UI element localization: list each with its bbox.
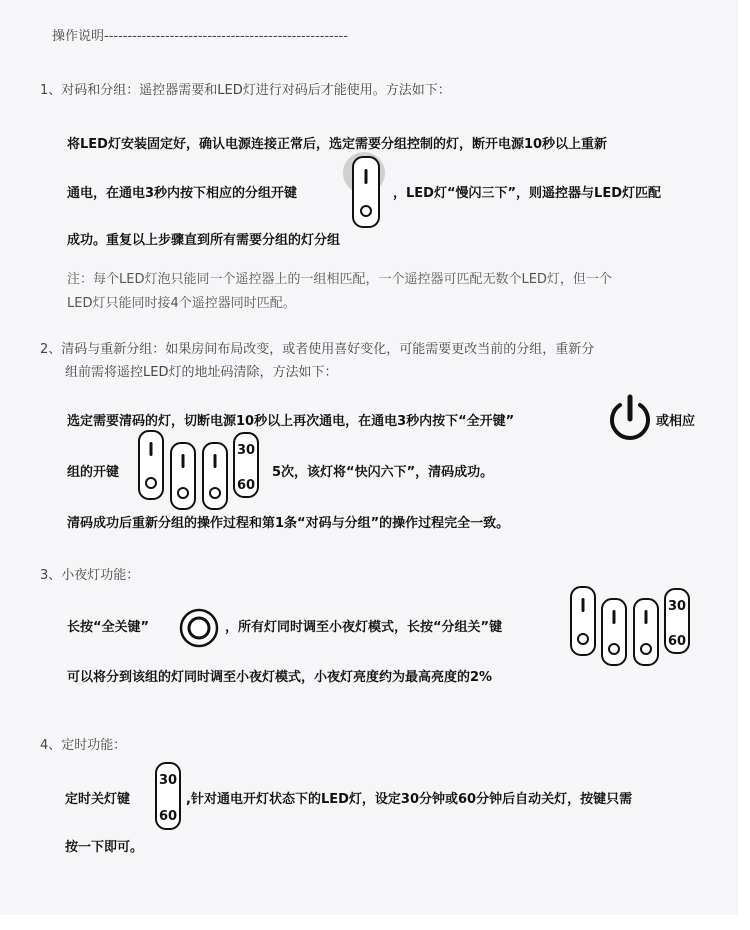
rocker-switch-icon [202, 442, 228, 510]
section1-heading: 1、对码和分组：遥控器需要和LED灯进行对码后才能使用。方法如下： [40, 83, 451, 98]
section1-line3: 成功。重复以上步骤直到所有需要分组的灯分组 [67, 233, 341, 248]
timer-30-60-icon [233, 432, 259, 498]
timer-30-60-icon [664, 588, 690, 654]
rocker-switch-icon [633, 598, 659, 666]
section2-line1b: 或相应 [656, 414, 696, 429]
rocker-switch-icon [601, 598, 627, 666]
section4-line1b: ,针对通电开灯状态下的LED灯，设定30分钟或60分钟后自动关灯，按键只需 [186, 792, 633, 807]
section1-line2b: ，LED灯“慢闪三下”，则遥控器与LED灯匹配 [393, 186, 661, 201]
section2-heading-line1: 2、清码与重新分组：如果房间布局改变，或者使用喜好变化，可能需要更改当前的分组，重新分 [40, 342, 595, 357]
rocker-switch-icon [352, 156, 380, 228]
timer-60-label: 60 [158, 809, 178, 824]
timer-30-label: 30 [667, 599, 687, 614]
page-title: 操作说明---------------------------------------------------- [52, 29, 348, 44]
timer-60-label: 60 [236, 478, 256, 493]
section2-heading-line2: 组前需将遥控LED灯的地址码清除，方法如下： [65, 365, 338, 380]
section3-line1b: ，所有灯同时调至小夜灯模式，长按“分组关”键 [225, 620, 503, 635]
section3-line2: 可以将分到该组的灯同时调至小夜灯模式，小夜灯亮度约为最高亮度的2% [67, 670, 493, 685]
timer-60-label: 60 [667, 634, 687, 649]
rocker-switch-icon [570, 586, 596, 656]
section1-line1: 将LED灯安装固定好，确认电源连接正常后，选定需要分组控制的灯，断开电源10秒以上重新 [67, 137, 608, 152]
section1-line2a: 通电，在通电3秒内按下相应的分组开键 [67, 186, 298, 201]
power-icon [604, 393, 656, 447]
section2-line1a: 选定需要清码的灯，切断电源10秒以上再次通电，在通电3秒内按下“全开键” [67, 414, 515, 429]
section3-heading: 3、小夜灯功能： [40, 568, 140, 583]
section2-line2b: 5次，该灯将“快闪六下”，清码成功。 [272, 465, 494, 480]
section2-line3: 清码成功后重新分组的操作过程和第1条“对码与分组”的操作过程完全一致。 [67, 516, 510, 531]
timer-30-label: 30 [236, 443, 256, 458]
section4-heading: 4、定时功能： [40, 738, 127, 753]
section4-line2: 按一下即可。 [65, 840, 144, 855]
ring-button-icon [177, 606, 221, 650]
rocker-switch-icon [170, 442, 196, 510]
rocker-switch-icon [138, 430, 164, 500]
section3-line1a: 长按“全关键” [67, 620, 150, 635]
section1-note-line2: LED灯只能同时接4个遥控器同时匹配。 [67, 296, 296, 311]
timer-30-label: 30 [158, 773, 178, 788]
section4-line1a: 定时关灯键 [65, 792, 131, 807]
section2-line2a: 组的开键 [67, 465, 120, 480]
timer-30-60-icon [155, 762, 181, 830]
section1-note-line1: 注：每个LED灯泡只能同一个遥控器上的一组相匹配，一个遥控器可匹配无数个LED灯，但一个 [67, 272, 612, 287]
